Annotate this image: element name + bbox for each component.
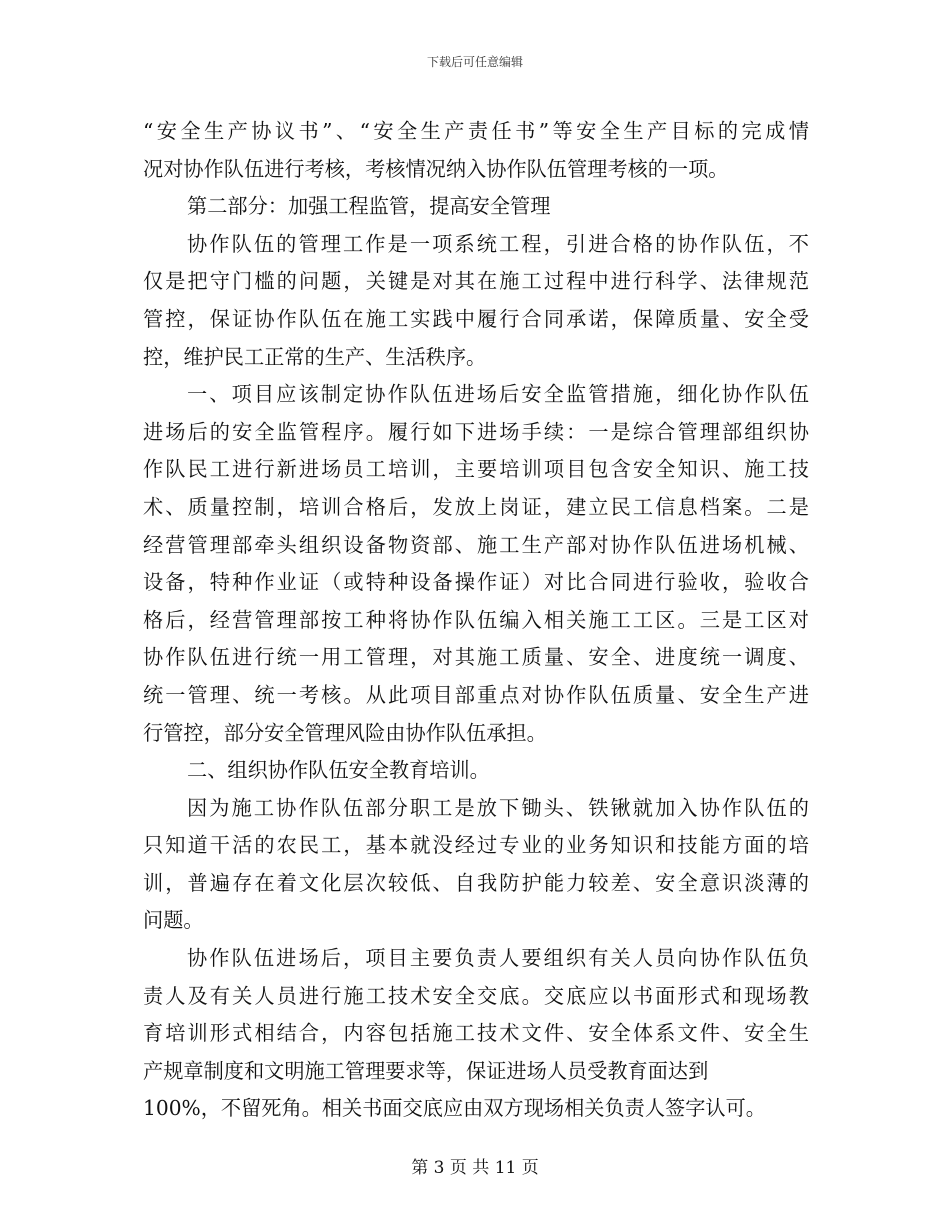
text-line: 训，普遍存在着文化层次较低、自我防护能力较差、安全意识淡薄的: [143, 870, 809, 895]
page-header: 下载后可任意编辑: [426, 55, 523, 69]
text-line: “安全生产协议书”、“安全生产责任书”等安全生产目标的完成情: [143, 119, 809, 143]
document-body: [143, 113, 809, 1128]
text-line: 统一管理、统一考核。从此项目部重点对协作队伍质量、安全生产进: [143, 682, 809, 707]
text-line: 一、项目应该制定协作队伍进场后安全监管措施，细化协作队伍: [187, 382, 809, 407]
text-line: 术、质量控制，培训合格后，发放上岗证，建立民工信息档案。二是: [143, 494, 809, 519]
text-line: 只知道干活的农民工，基本就没经过专业的业务知识和技能方面的培: [143, 833, 809, 858]
text-line: 作队民工进行新进场员工培训，主要培训项目包含安全知识、施工技: [143, 457, 809, 482]
section-heading: 第二部分：加强工程监管，提高安全管理: [187, 194, 551, 219]
text-line: 设备，特种作业证（或特种设备操作证）对比合同进行验收，验收合: [143, 570, 809, 595]
text-line: 管控，保证协作队伍在施工实践中履行合同承诺，保障质量、安全受: [143, 306, 809, 331]
page-number-footer: 第 3 页 共 11 页: [411, 1158, 539, 1178]
text-line: 责人及有关人员进行施工技术安全交底。交底应以书面形式和现场教: [143, 983, 809, 1008]
text-line: 况对协作队伍进行考核，考核情况纳入协作队伍管理考核的一项。: [143, 156, 729, 181]
text-line: 经营管理部牵头组织设备物资部、施工生产部对协作队伍进场机械、: [143, 532, 809, 557]
text-line: 协作队伍的管理工作是一项系统工程，引进合格的协作队伍，不: [187, 231, 809, 256]
text-line: 协作队伍进场后，项目主要负责人要组织有关人员向协作队伍负: [187, 946, 809, 971]
text-line: 格后，经营管理部按工种将协作队伍编入相关施工工区。三是工区对: [143, 607, 809, 632]
text-line: 仅是把守门槛的问题，关键是对其在施工过程中进行科学、法律规范: [143, 269, 809, 294]
text-line: 进场后的安全监管程序。履行如下进场手续：一是综合管理部组织协: [143, 419, 809, 444]
text-line: 控，维护民工正常的生产、生活秩序。: [143, 344, 487, 369]
text-line: 100%，不留死角。相关书面交底应由双方现场相关负责人签字认可。: [143, 1096, 766, 1121]
text-line: 问题。: [143, 908, 204, 933]
text-line: 育培训形式相结合，内容包括施工技术文件、安全体系文件、安全生: [143, 1021, 809, 1046]
text-line: 产规章制度和文明施工管理要求等，保证进场人员受教育面达到: [143, 1058, 709, 1083]
text-line: 因为施工协作队伍部分职工是放下锄头、铁锹就加入协作队伍的: [187, 795, 809, 820]
text-line: 行管控，部分安全管理风险由协作队伍承担。: [143, 720, 547, 745]
text-line: 协作队伍进行统一用工管理，对其施工质量、安全、进度统一调度、: [143, 645, 809, 670]
section-heading: 二、组织协作队伍安全教育培训。: [187, 758, 490, 783]
